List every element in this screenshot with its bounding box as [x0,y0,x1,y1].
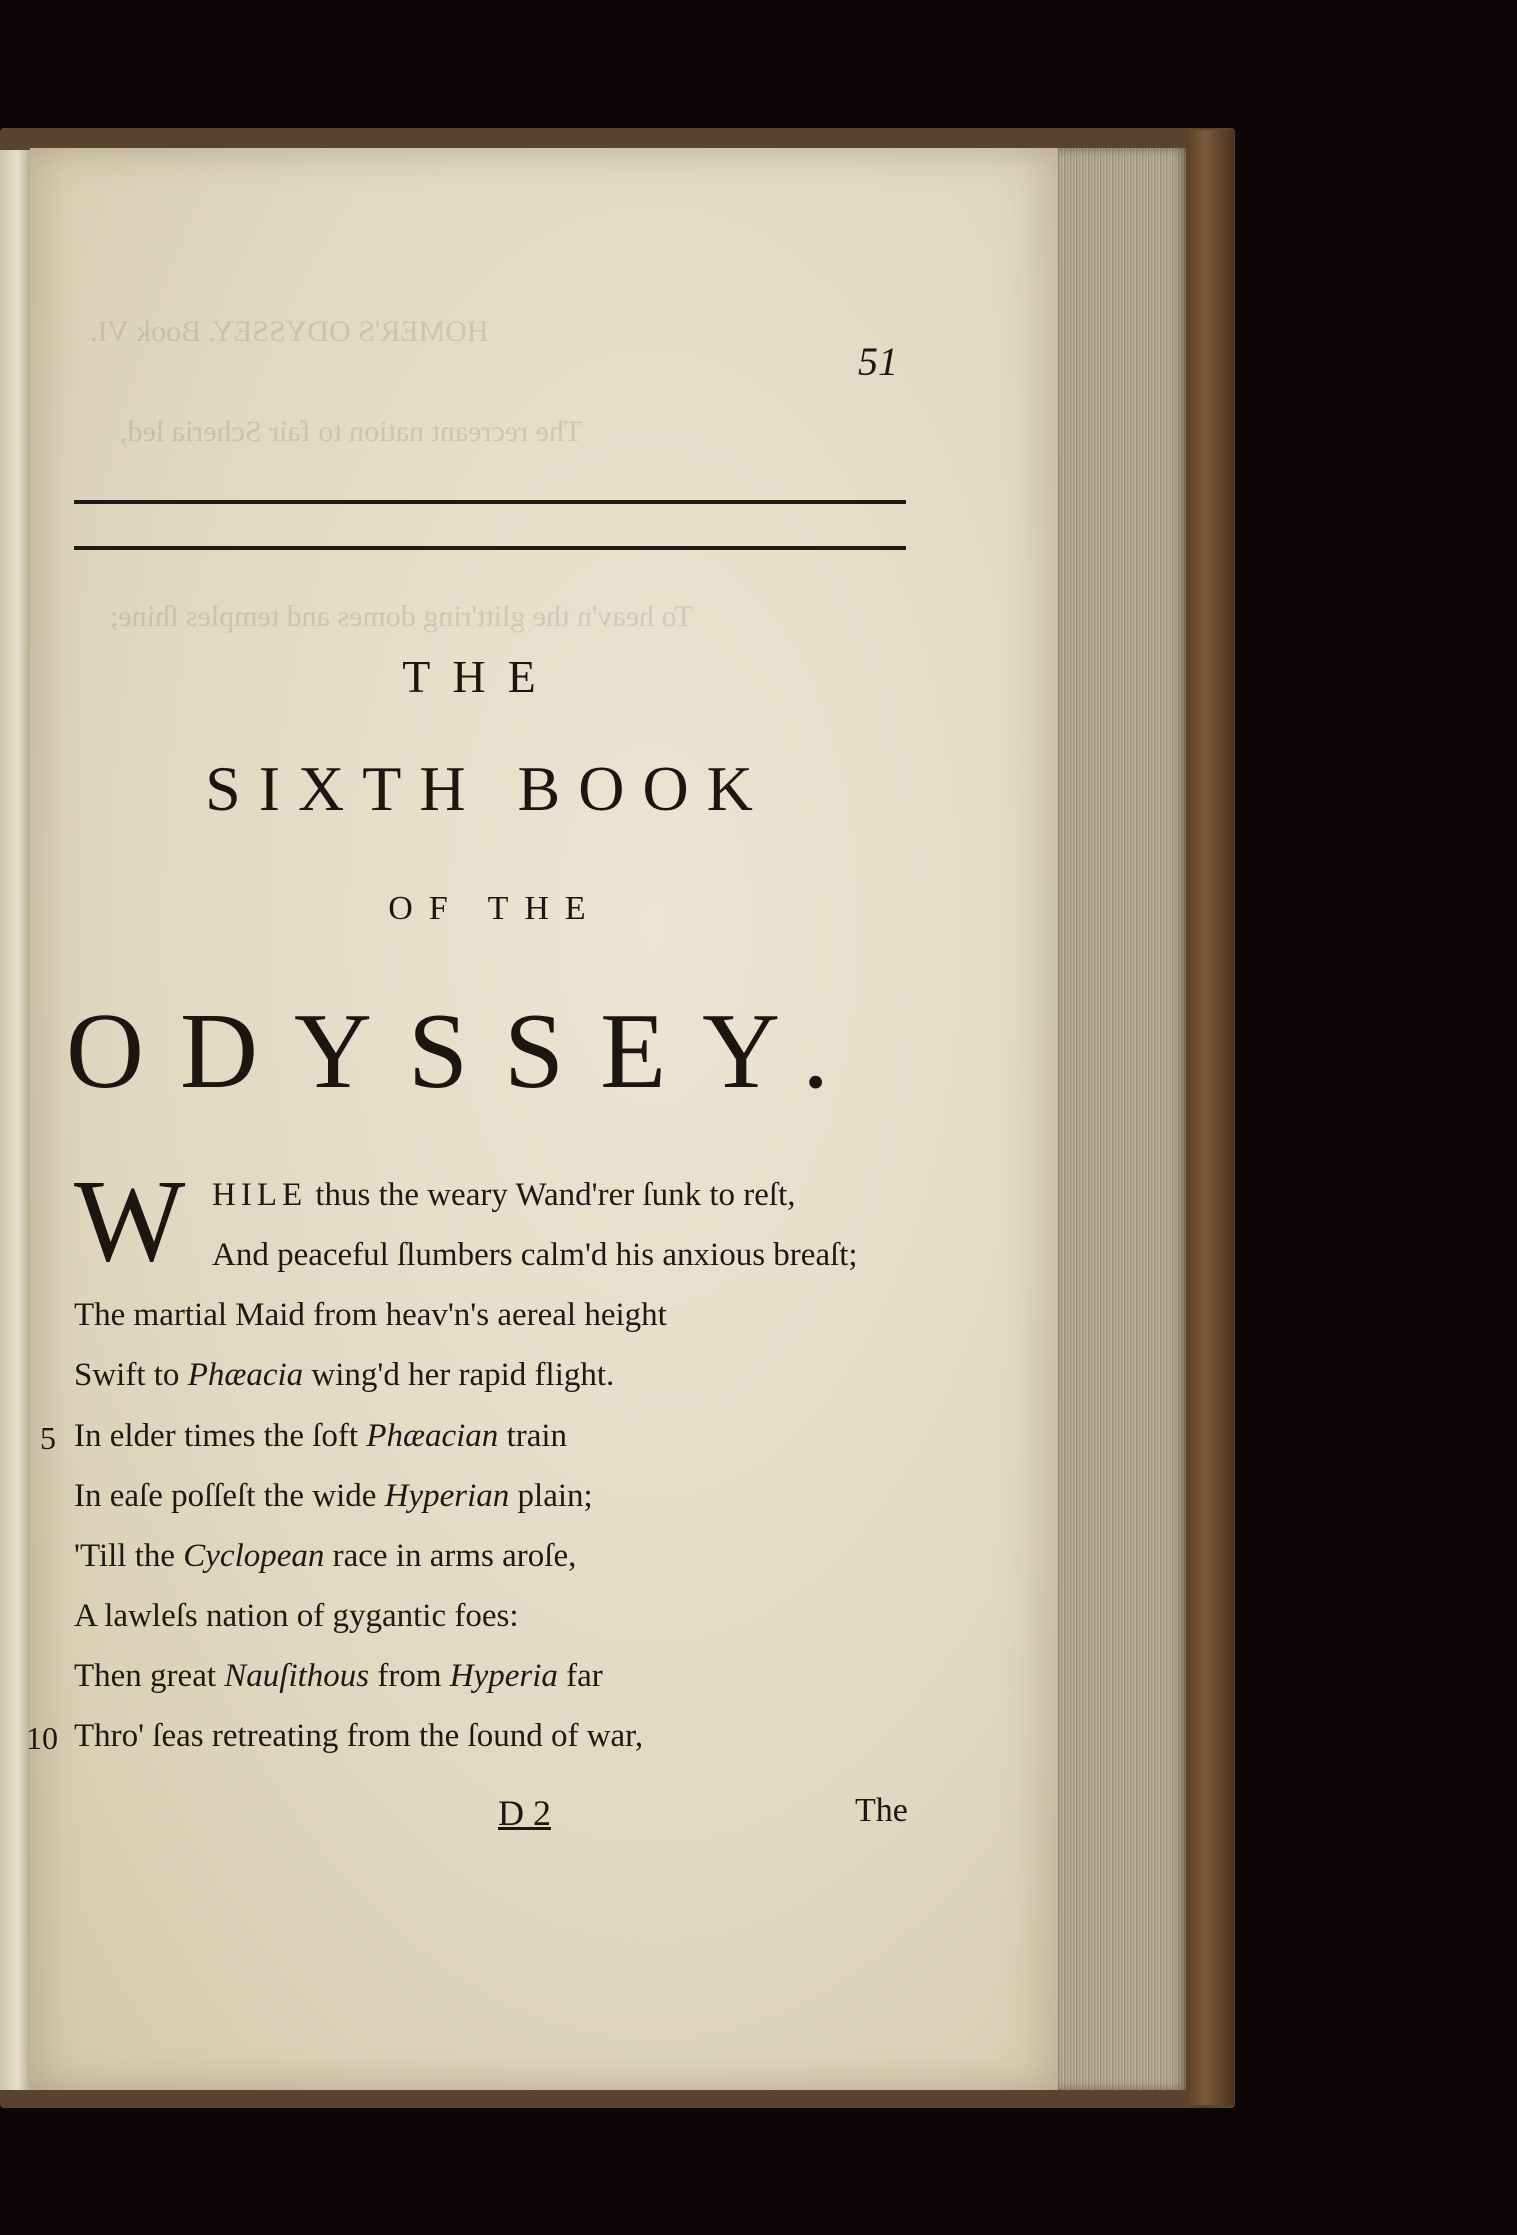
verse-line [74,1718,643,1755]
verse-text: In eaſe poſſeſt the wide [74,1478,385,1514]
italic-proper-name: Phæacia [187,1357,304,1393]
verse-line [74,1418,567,1455]
header-rule [74,500,906,504]
verse-text: plain; [509,1478,593,1514]
verse-text: 'Till the [74,1538,184,1574]
verse-text: wing'd her rapid flight. [303,1357,615,1393]
verse-text: from [369,1658,450,1694]
verse-line [74,1357,614,1394]
verse-text: Swift to [74,1357,188,1393]
page-number: 51 [858,339,898,384]
verse-text: train [498,1418,568,1454]
book-spine [1186,130,1234,2105]
show-through-text: To heav'n the glitt'ring domes and temples ſhine; [110,600,693,633]
page-block-edges [1058,148,1188,2090]
line-number: 10 [26,1720,58,1756]
header-rule [74,546,906,550]
italic-proper-name: Hyperia [449,1658,558,1694]
verse-line [74,1297,667,1334]
italic-proper-name: Cyclopean [183,1538,325,1574]
verse-text: In elder times the ſoft [74,1418,367,1454]
verse-text: A lawleſs nation of gygantic foes: [74,1598,519,1634]
verse-text: The martial Maid from heav'n's aereal height [74,1297,667,1333]
facing-page-edge [0,150,30,2090]
verse-line [212,1177,796,1214]
verse-line [74,1478,593,1515]
catchword: The [855,1792,908,1829]
title-odyssey: ODYSSEY. [66,992,866,1111]
line-number: 5 [40,1420,56,1456]
title-sixth-book: SIXTH BOOK [205,753,771,824]
verse-text: thus the weary Wand'rer ſunk to reſt, [307,1177,796,1213]
verse-text: race in arms aroſe, [324,1538,577,1574]
verse-text: And peaceful ſlumbers calm'd his anxious breaſt; [212,1237,858,1273]
italic-proper-name: Phæacian [366,1418,499,1454]
title-of-the: OF THE [388,890,602,927]
verse-text: Thro' ſeas retreating from the ſound of war, [74,1718,644,1754]
drop-cap: W [74,1155,186,1286]
italic-proper-name: Nauſithous [224,1658,370,1694]
signature-mark: D 2 [498,1793,551,1833]
verse-text: HILE [212,1177,308,1213]
italic-proper-name: Hyperian [384,1478,510,1514]
show-through-text: The recreant nation to fair Scheria led, [120,415,583,448]
title-the: THE [402,651,558,702]
verse-line [74,1598,519,1635]
verse-text: far [557,1658,603,1694]
verse-text: Then great [74,1658,225,1694]
verse-line [74,1538,576,1575]
verse-line [212,1237,858,1274]
verse-line [74,1658,603,1695]
show-through-text: HOMER'S ODYSSEY. Book VI. [90,315,489,348]
